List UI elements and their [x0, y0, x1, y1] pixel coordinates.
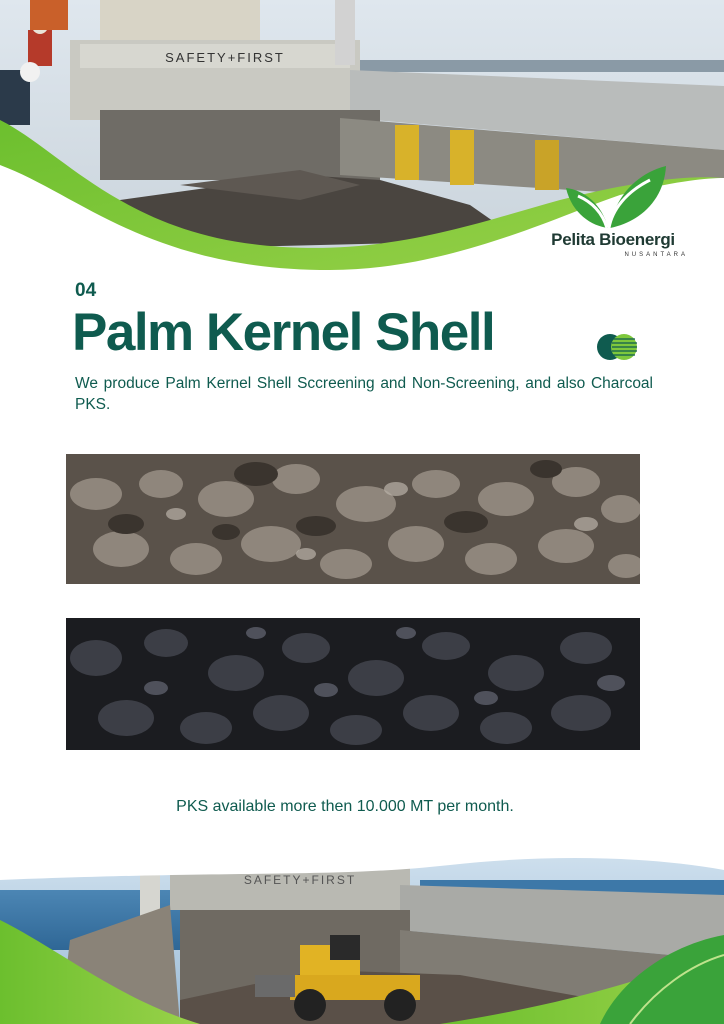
availability-note: PKS available more then 10.000 MT per month.: [176, 798, 514, 815]
intro-paragraph: We produce Palm Kernel Shell Sccreening and Non-Screening, and also Charcoal PKS.: [75, 375, 653, 413]
bottom-safety-sign: SAFETY+FIRST: [243, 873, 357, 887]
charcoal-pks-photo: [66, 618, 640, 750]
top-safety-sign: SAFETY+FIRST: [165, 50, 285, 65]
palm-kernel-shell-photo: [66, 454, 640, 584]
leaves-logo-icon: [552, 160, 666, 230]
logo-subtitle: NUSANTARA: [624, 252, 688, 258]
section-number: 04: [75, 280, 97, 301]
decorative-circles-icon: [597, 333, 639, 361]
company-logo: [538, 160, 688, 270]
logo-wordmark: Pelita Bioenergi: [551, 230, 675, 249]
bottom-ship-hold-photo: [0, 850, 724, 1024]
page-title: Palm Kernel Shell: [72, 303, 495, 362]
